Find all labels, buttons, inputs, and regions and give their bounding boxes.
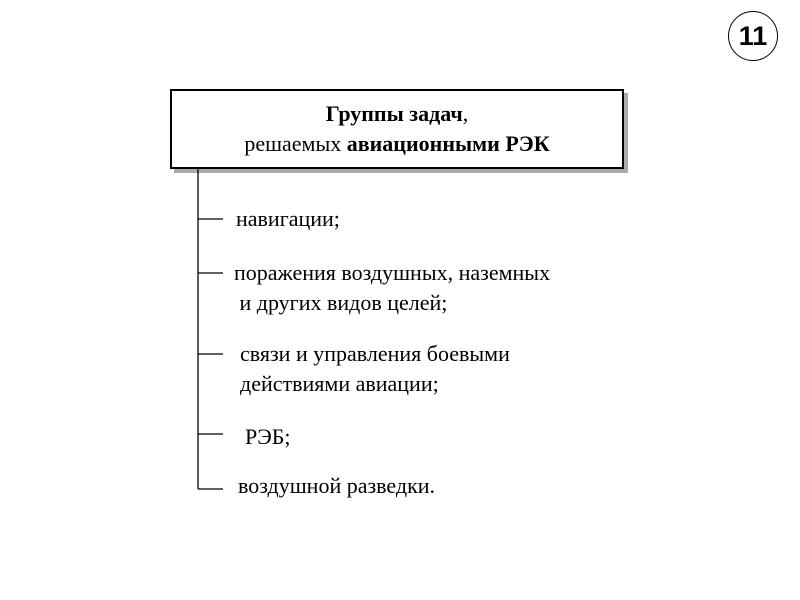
item-text: поражения воздушных, наземных [234,260,551,285]
title-bold-part: Группы задач [325,101,463,126]
item-text: связи и управления боевыми [240,341,510,366]
title-bold-part-2: авиационными РЭК [346,131,550,156]
list-item [236,204,340,234]
page-number: 11 [738,20,768,51]
title-normal-part: решаемых [244,131,347,156]
list-item [240,339,510,399]
item-text: воздушной разведки. [238,473,436,498]
item-text: РЭБ; [245,424,291,449]
item-text: действиями авиации; [240,371,439,396]
list-item [234,258,550,318]
list-item [245,422,291,452]
item-text: и других видов целей; [234,290,448,315]
list-item [238,471,435,501]
title-comma: , [462,101,469,126]
item-text: навигации; [236,206,340,231]
